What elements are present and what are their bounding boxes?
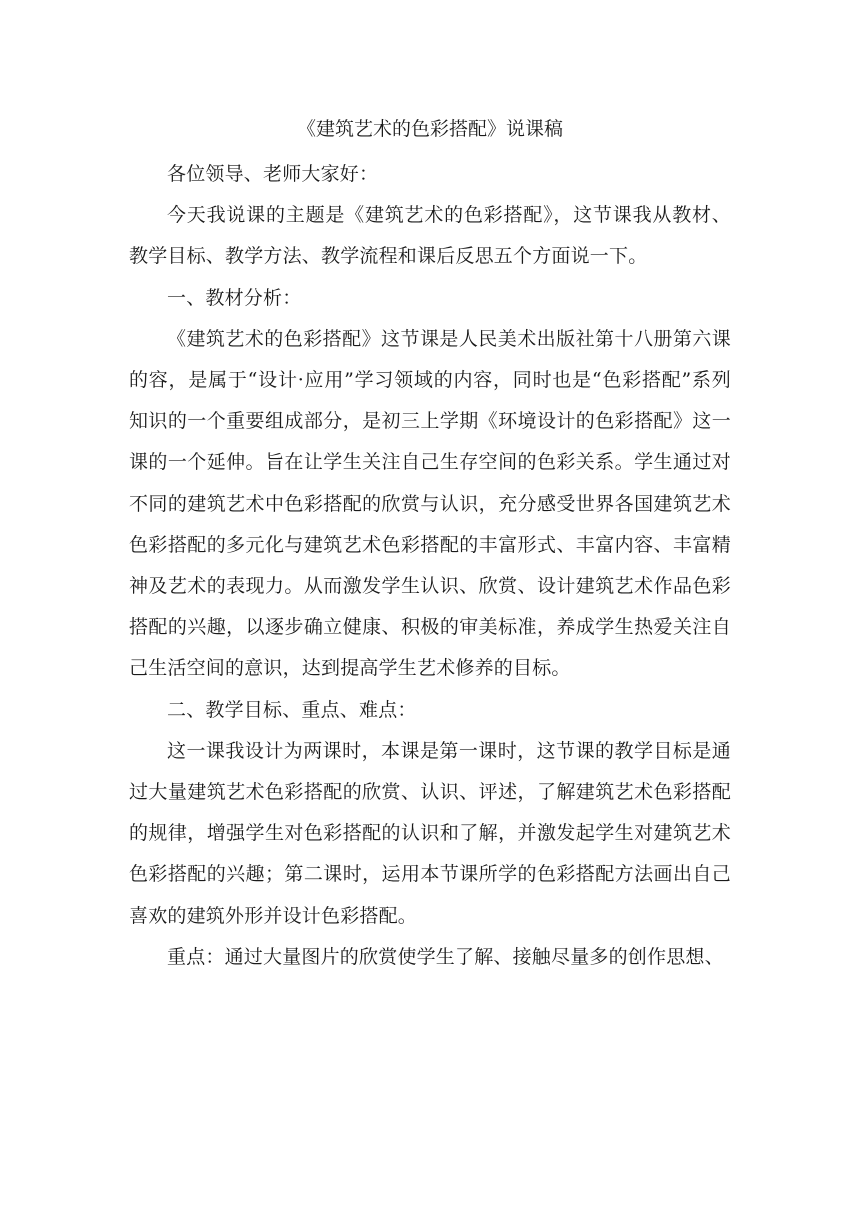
- intro-paragraph: 今天我说课的主题是《建筑艺术的色彩搭配》，这节课我从教材、教学目标、教学方法、教学流程和课后反思五个方面说一下。: [129, 204, 731, 268]
- document-body: [129, 110, 731, 978]
- document-title: 《建筑艺术的色彩搭配》说课稿: [296, 118, 563, 140]
- section-heading-textbook-analysis: 一、教材分析：: [167, 286, 302, 309]
- teaching-goals-paragraph: 这一课我设计为两课时，本课是第一课时，这节课的教学目标是通过大量建筑艺术色彩搭配的欣赏、认识、评述，了解建筑艺术色彩搭配的规律，增强学生对色彩搭配的认识和了解，并激发起学生对建筑艺术色彩搭配的兴趣；第二课时，运用本节课所学的色彩搭配方法画出自己喜欢的建筑外形并设计色彩搭配。: [129, 739, 731, 927]
- section-heading-teaching-goals: 二、教学目标、重点、难点：: [167, 698, 417, 721]
- textbook-analysis-paragraph: 《建筑艺术的色彩搭配》这节课是人民美术出版社第十八册第六课的容，是属于“设计·应用”学习领域的内容，同时也是“色彩搭配”系列知识的一个重要组成部分，是初三上学期《环境设计的色彩搭配》这一课的一个延伸。旨在让学生关注自己生存空间的色彩关系。学生通过对不同的建筑艺术中色彩搭配的欣赏与认识，充分感受世界各国建筑艺术色彩搭配的多元化与建筑艺术色彩搭配的丰富形式、丰富内容、丰富精神及艺术的表现力。从而激发学生认识、欣赏、设计建筑艺术作品色彩搭配的兴趣，以逐步确立健康、积极的审美标准，养成学生热爱关注自己生活空间的意识，达到提高学生艺术修养的目标。: [129, 327, 731, 680]
- greeting-paragraph: 各位领导、老师大家好：: [167, 163, 379, 185]
- key-points-paragraph: 重点：通过大量图片的欣赏使学生了解、接触尽量多的创作思想、: [167, 945, 724, 968]
